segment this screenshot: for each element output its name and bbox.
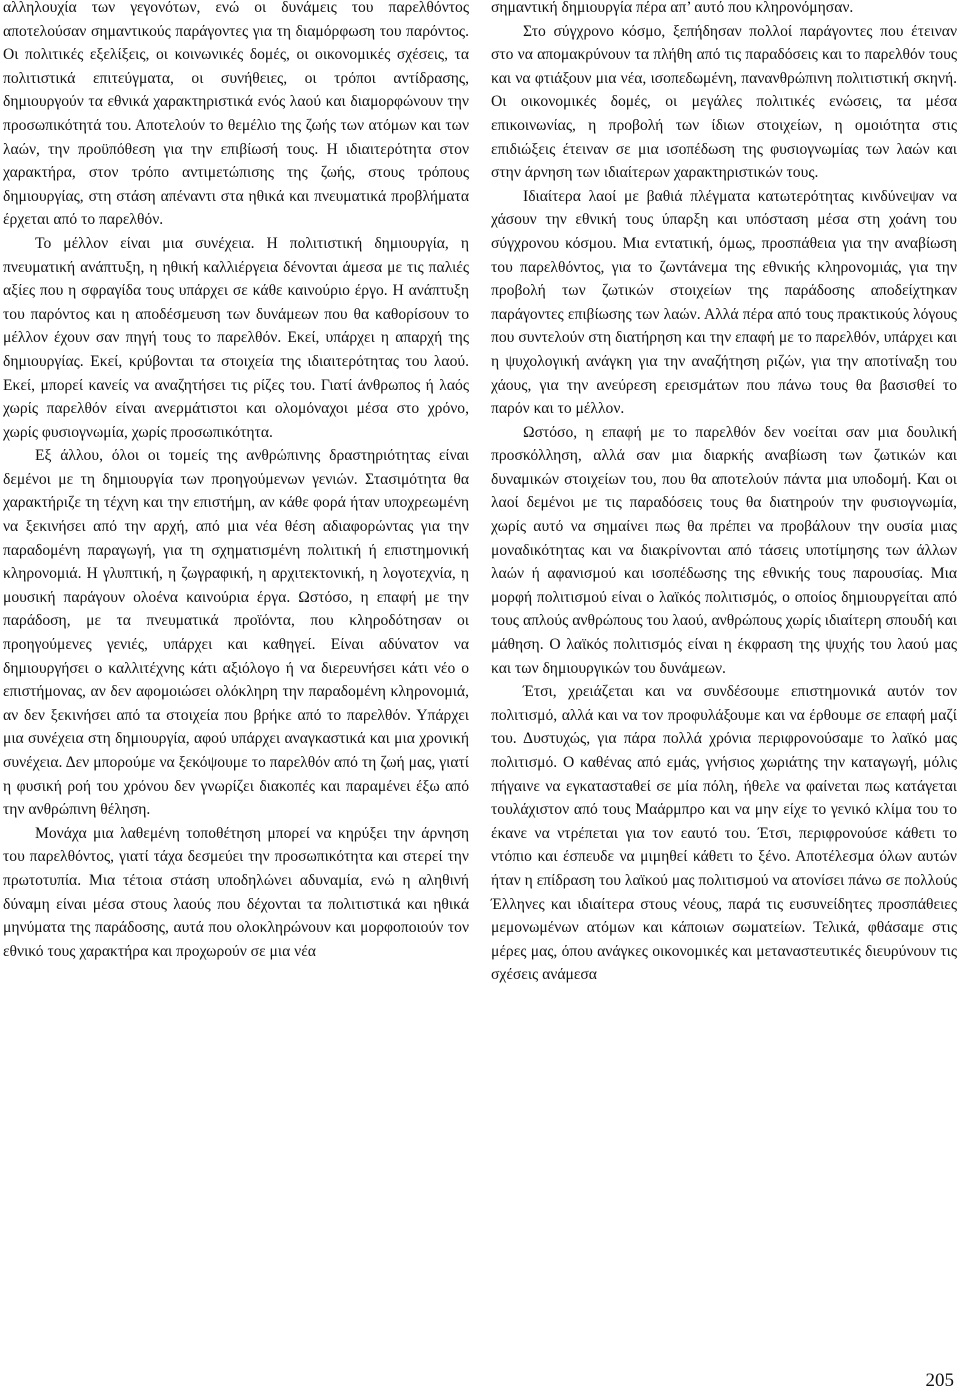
right-text-column — [491, 0, 957, 987]
body-paragraph: Εξ άλλου, όλοι οι τομείς της ανθρώπινης δραστηριότητας είναι δεμένοι με τη δημιουργία των προηγούμενων γενιών. Στασιμότητα θα χαρακτήριζε τη τέχνη και την επιστήμη, αν κάθε φορά ήταν υποχρεωμένη να ξεκινήσει από την αρχή, από μια νέα θέση αδιαφορώντας για την παραδομένη παραγωγή, για τη σχηματισμένη πολιτική ή επιστημονική κληρονομιά. Η γλυπτική, η ζωγραφική, η αρχιτεκτονική, η λογοτεχνία, η μουσική παράγουν ολοένα καινούρια έργα. Ωστόσο, η επαφή με την παράδοση, με τα πνευματικά προϊόντα, που κληροδότησαν οι προηγούμενες γενιές, υπάρχει και καθηγεί. Είναι αδύνατον να δημιουργήσει ο καλλιτέχνης κάτι αξιόλογο ή να διερευνήσει κάτι νέο ο επιστήμονας, αν δεν αφομοιώσει ολόκληρη την παραδομένη κληρονομιά, αν δεν ξεκινήσει από τα στοιχεία που βρήκε από το παρελθόν. Υπάρχει μια συνέχεια στη δημιουργία, αφού υπάρχει αναγκαστικά και μια χρονική συνέχεια. Δεν μπορούμε να ξεκόψουμε το παρελθόν από τη ζωή μας, γιατί η φυσική ροή του χρόνου δεν γνωρίζει διακοπές και παραμένει έξω από την ανθρώπινη θέληση. — [3, 447, 469, 819]
page-number: 205 — [925, 1370, 954, 1391]
body-paragraph: Στο σύγχρονο κόσμο, ξεπήδησαν πολλοί παράγοντες που έτειναν στο να απομακρύνουν τα πλήθη από τις παραδόσεις και το παρελθόν τους και να φτιάξουν μια νέα, ισοπεδωμένη, πανανθρώπινη πολιτιστική σκηνή. Οι οικονομικές δομές, οι μεγάλες πολιτικές ενώσεις, τα μέσα επικοινωνίας, η προβολή των ίδιων στοιχείων, η ομοιότητα στις επιδιώξεις έτειναν σε μια ισοπέδωση της φυσιογνωμίας των λαών και στην άρνηση των ιδιαίτερων χαρακτηριστικών τους. — [491, 22, 957, 182]
body-paragraph: σημαντική δημιουργία πέρα απ’ αυτό που κληρονόμησαν. — [491, 0, 854, 16]
body-paragraph: Ωστόσο, η επαφή με το παρελθόν δεν νοείται σαν μια δουλική προσκόλληση, αλλά σαν μια διαρκής αναβίωση των ζωτικών και δυναμικών στοιχείων του, που θα αποτελούν πάντα μια υποδομή. Και οι λαοί δεμένοι με τις παραδόσεις τους θα διατηρούν την φυσιογνωμία, χωρίς αυτό να σημαίνει πως θα πρέπει να προβάλουν την ουσία μιας μοναδικότητας και να διακρίνονται από τάσεις υποτίμησης των άλλων λαών ή αφανισμού και ισοπέδωσης της εθνικής τους παρουσίας. Μια μορφή πολιτισμού είναι ο λαϊκός πολιτισμός, ο οποίος δημιουργείται από τους απλούς ανθρώπους του λαού, ανθρώπους χωρίς ιδιαίτερη σπουδή και μάθηση. Ο λαϊκός πολιτισμός είναι η έκφραση της ψυχής του λαού μας και των δημιουργικών του δυνάμεων. — [491, 423, 957, 677]
left-text-column — [3, 0, 469, 963]
body-paragraph: Έτσι, χρειάζεται και να συνδέσουμε επιστημονικά αυτόν τον πολιτισμό, αλλά και να τον προφυλάξουμε και να έρθουμε σε επαφή μαζί του. Δυστυχώς, για πάρα πολλά χρόνια περιφρονούσαμε το λαϊκό μας πολιτισμό. Ο καθένας από εμάς, γνήσιος χωριάτης την καταγωγή, μόλις πήγαινε να εγκατασταθεί σε μία πόλη, ήθελε να φαίνεται πως κατάγεται τουλάχιστον από τους Μαάρμπρο και να μην είχε το γενικό κλίμα του το έκανε να ντρέπεται για τον εαυτό του. Έτσι, περιφρονούσε κάθετι το ντόπιο και έσπευδε να μιμηθεί κάθετι το ξένο. Αποτέλεσμα όλων αυτών ήταν η επίδραση του λαϊκού μας πολιτισμού να ατονίσει πάνω σε πολλούς Έλληνες και ιδιαίτερα στους νέους, παρά τις ευσυνείδητες προσπάθειες μεμονωμένων ατόμων και κάποιων σωματείων. Τελικά, φθάσαμε στις μέρες μας, όπου ανάγκες οικονομικές και μεταναστευτικές διευρύνουν τις σχέσεις ανάμεσα — [491, 683, 957, 984]
body-paragraph: Μονάχα μια λαθεμένη τοποθέτηση μπορεί να κηρύξει την άρνηση του παρελθόντος, γιατί τάχα δεσμεύει την προσωπικότητα και στερεί την πρωτοτυπία. Μια τέτοια στάση υποδηλώνει αδυναμία, ενώ η αληθινή δύναμη είναι μέσα στους λαούς που δέχονται τα πολιτιστικά και ηθικά μηνύματα της παράδοσης, αυτά που ολοκληρώνουν και μορφοποιούν τον εθνικό τους χαρακτήρα και προχωρούν σε μια νέα — [3, 824, 469, 960]
body-paragraph: Το μέλλον είναι μια συνέχεια. Η πολιτιστική δημιουργία, η πνευματική ανάπτυξη, η ηθική καλλιέργεια δένονται άμεσα με τις παλιές αξίες που η σφραγίδα τους υπάρχει σε κάθε καινούριο έργο. Η ανάπτυξη του παρόντος και η αποδέσμευση των δυνάμεων που θα καθορίσουν το μέλλον έχουν σαν πηγή τους το παρελθόν. Εκεί, υπάρχει η απαρχή της δημιουργίας. Εκεί, κρύβονται τα στοιχεία της ιδιαιτερότητας του λαού. Εκεί, μπορεί κανείς να αναζητήσει τις ρίζες του. Γιατί άνθρωπος ή λαός χωρίς παρελθόν είναι ανερμάτιστοι και ολομόναχοι μέσα στο χρόνο, χωρίς φυσιογνωμία, χωρίς προσωπικότητα. — [3, 234, 469, 441]
body-paragraph: Ιδιαίτερα λαοί με βαθιά πλέγματα κατωτερότητας κινδύνεψαν να χάσουν την εθνική τους ύπαρξη και υπόσταση μέσα στη χοάνη του σύγχρονου κόσμου. Μια εντατική, όμως, προσπάθεια για την αναβίωση του παρελθόντος, για το ζωντάνεμα της εθνικής κληρονομιάς, για την προβολή των ζωτικών στοιχείων της παράδοσης αποδείχτηκαν παράγοντες επιβίωσης των λαών. Αλλά πέρα από τους πρακτικούς λόγους που συντελούν στη διατήρηση και την επαφή με το παρελθόν, υπάρχει και η ψυχολογική ανάγκη για την αναζήτηση ριζών, για την αποτίναξη του χάους, για την ανεύρεση ερεισμάτων που πάνω τους θα βασισθεί το παρόν και το μέλλον. — [491, 187, 957, 418]
body-paragraph: αλληλουχία των γεγονότων, ενώ οι δυνάμεις του παρελθόντος αποτελούσαν σημαντικούς παράγοντες για τη διαμόρφωση του παρόντος. Οι πολιτικές εξελίξεις, οι κοινωνικές δομές, οι οικονομικές σχέσεις, τα πολιτιστικά επιτεύγματα, οι συνήθειες, οι τρόποι αντίδρασης, δημιουργούν τα εθνικά χαρακτηριστικά ενός λαού και διαμορφώνουν την προσωπικότητά του. Αποτελούν το θεμέλιο της ζωής των ατόμων και των λαών, την προϋπόθεση για την επιβίωσή τους. Η ιδιαιτερότητα στον χαρακτήρα, στον τρόπο αντιμετώπισης της ζωής, στους τρόπους δημιουργίας, στη στάση απέναντι στα ηθικά και πνευματικά προβλήματα έρχεται από το παρελθόν. — [3, 0, 469, 229]
